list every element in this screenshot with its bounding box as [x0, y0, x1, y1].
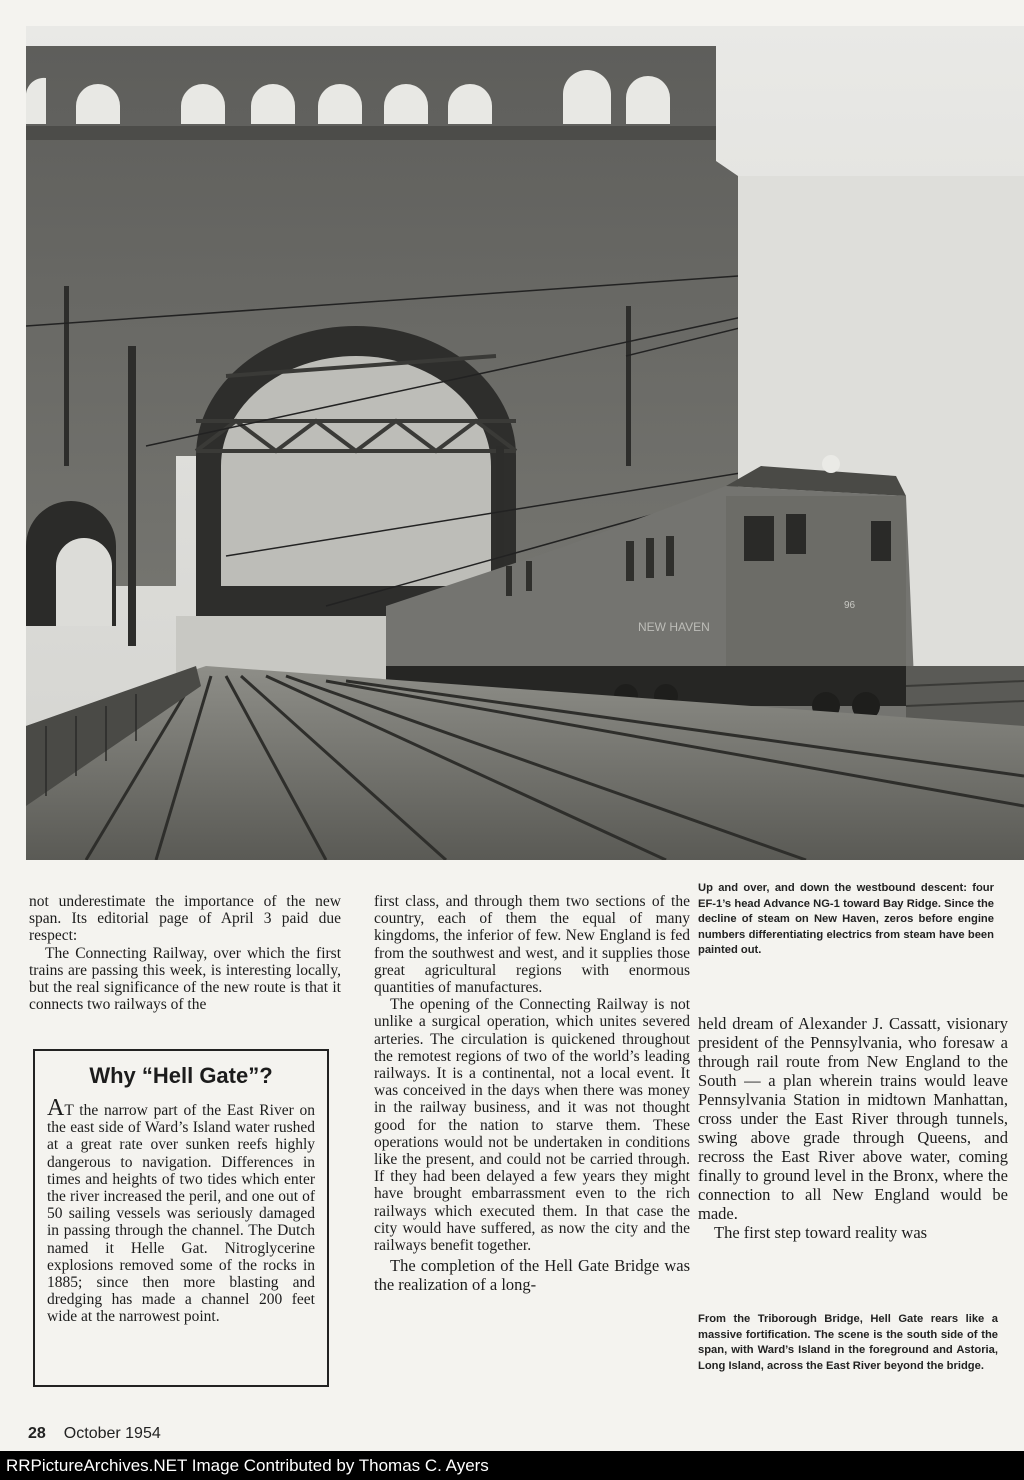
column-2 — [374, 893, 690, 1294]
photo-caption-bottom: From the Triborough Bridge, Hell Gate rears like a massive fortification. The scene is the south side of the span, with Ward’s Island in the foreground and Astoria, Long Island, across the East River beyond the bridge. — [698, 1313, 998, 1372]
column-2-paragraph-1: first class, and through them two sections of the country, each of them the equal of many kingdoms, the inferior of few. New England is fed from the southwest and west, and it supplies those great agricultural regions with enormous quantities of manufactures. — [374, 893, 690, 997]
locomotive-lettering: NEW HAVEN — [638, 620, 710, 634]
sidebar-text: T the narrow part of the East River on the east side of Ward’s Island water rushed at a great rate over sunken reefs highly dangerous to navigation. Differences in times and heights of two tides which enter the river increased the peril, and one out of 50 sailing vessels was seriously damaged in passing through the channel. The Dutch named it Helle Gat. Nitroglycerine explosions removed some of the rocks in 1885; since then more blasting and dredging has made a channel 200 feet wide at the narrowest point. — [47, 1102, 315, 1326]
folio — [28, 1425, 161, 1443]
column-1 — [29, 893, 341, 1013]
page-number: 28 — [28, 1425, 46, 1442]
hell-gate-sidebar — [33, 1049, 329, 1387]
locomotive-number: 96 — [844, 600, 856, 611]
sidebar-body — [47, 1095, 315, 1326]
sidebar-dropcap: A — [47, 1095, 65, 1121]
column-3-paragraph-1: held dream of Alexander J. Cassatt, visionary president of the Pennsylvania, who foresaw a through rail route from New England to the South — a plan wherein trains would leave Pennsylvania Station in midtown Manhattan, cross under the East River through tunnels, swing above grade through Queens, and recross the East River above water, coming finally to ground level in the Bronx, where the connection to all New England would be made. — [698, 1014, 1008, 1223]
column-1-quote: The Connecting Railway, over which the first trains are passing this week, is interesting locally, but the real significance of the new route is that it connects two railways of the — [29, 944, 341, 1014]
column-3-paragraph-2: The first step toward reality was — [714, 1223, 928, 1242]
hell-gate-bridge-image — [26, 26, 1024, 860]
sidebar-title: Why “Hell Gate”? — [89, 1063, 273, 1088]
column-1-intro: not underestimate the importance of the new span. Its editorial page of April 3 paid due respect: — [29, 893, 341, 945]
column-2-paragraph-3: The completion of the Hell Gate Bridge was the realization of a long- — [374, 1256, 690, 1295]
bridge-photo — [26, 26, 1024, 860]
issue-date: October 1954 — [63, 1425, 161, 1442]
credit-text: RRPictureArchives.NET Image Contributed by Thomas C. Ayers — [6, 1456, 489, 1475]
column-3 — [698, 1014, 1008, 1242]
column-2-paragraph-2: The opening of the Connecting Railway is not unlike a surgical operation, which unites severed arteries. The circulation is quickened throughout the remotest regions of two of the world’s leading railways. It is a continental, not a local event. It was conceived in the days when there was money in the railway business, and it was not thought good for the nation to starve them. These operations would not be undertaken in conditions like the present, and could not be carried through. If they had been delayed a few years they might have brought embarrassment even to the rich railways which executed them. In that case the city would have suffered, as now the city and the railways benefit together. — [374, 996, 690, 1255]
credit-bar — [0, 1451, 1024, 1480]
photo-caption-top: Up and over, and down the westbound descent: four EF-1’s head Advance NG-1 toward Bay Ridge. Since the decline of steam on New Haven, zeros before engine numbers differentiating electrics from steam have been painted out. — [698, 882, 994, 957]
